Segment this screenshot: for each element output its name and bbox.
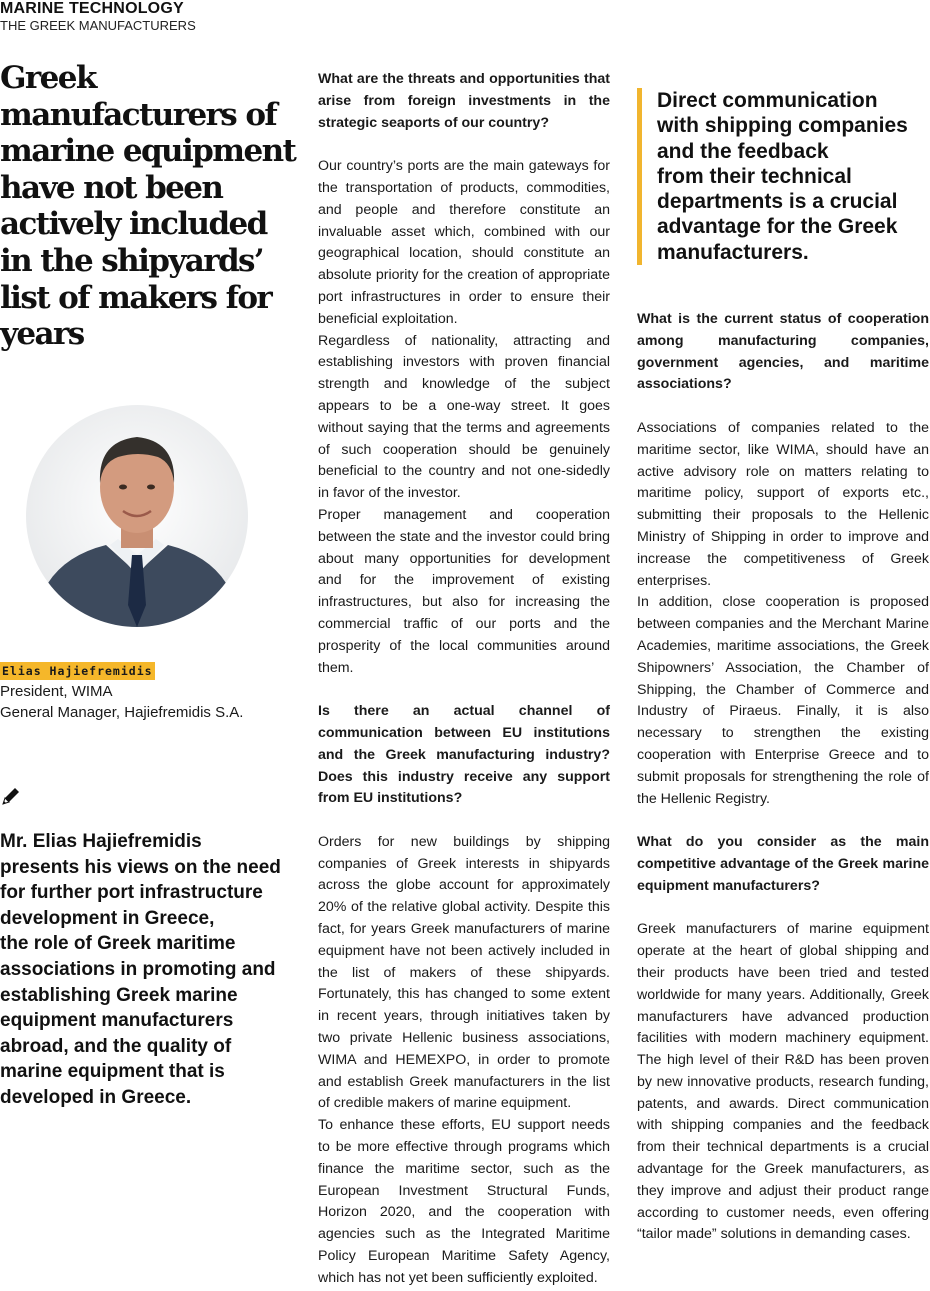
section-title: MARINE TECHNOLOGY bbox=[0, 0, 184, 17]
answer-paragraph: Our country’s ports are the main gateways for the transportation of products, commodities, and people and therefore constitute an invaluable asset which, combined with our geographical location, should constitute an absolute priority for the creation of appropriate port infrastructures in order to ensure their beneficial exploitation. bbox=[318, 158, 610, 327]
pull-quote-line: and the feedback bbox=[657, 139, 829, 163]
article-headline bbox=[0, 60, 300, 353]
question-heading: What do you consider as the main competitive advantage of the Greek marine equipment manufacturers? bbox=[637, 834, 929, 894]
pull-quote-line: advantage for the Greek bbox=[657, 215, 898, 239]
pull-quote-line: Direct communication bbox=[657, 89, 878, 112]
author-role: President, WIMA bbox=[0, 683, 113, 700]
intro-line: abroad, and the quality of bbox=[0, 1035, 232, 1057]
intro-line: developed in Greece. bbox=[0, 1086, 192, 1108]
intro-line: the role of Greek maritime bbox=[0, 933, 236, 955]
question-heading: What is the current status of cooperation among manufacturing companies, government agencies, and maritime associations? bbox=[637, 311, 929, 393]
question-heading: What are the threats and opportunities that arise from foreign investments in the strategic seaports of our country? bbox=[318, 71, 610, 131]
section-header bbox=[0, 0, 300, 35]
intro-line: presents his views on the need bbox=[0, 856, 281, 878]
headline-line: actively included bbox=[0, 206, 267, 243]
intro-line: equipment manufacturers bbox=[0, 1010, 234, 1032]
headline-line: manufacturers of bbox=[0, 96, 277, 133]
article-column-2 bbox=[318, 69, 610, 1290]
author-portrait bbox=[26, 405, 248, 627]
answer-paragraph: Greek manufacturers of marine equipment operate at the heart of global shipping and their products have been tried and tested worldwide for many years. Additionally, Greek manufacturers have advanced production facilities with modern machinery equipment. The high level of their R&D has been proven by new innovative products, research funding, patents, and awards. Direct communication with shipping companies and the feedback from their technical departments is a crucial advantage for the Greek manufacturers, as they improve and adjust their product range according to customer needs, even offering “tailor made” solutions in demanding cases. bbox=[637, 921, 929, 1243]
answer-paragraph: To enhance these efforts, EU support needs to be more effective through programs which finance the maritime sector, such as the European Investment Structural Funds, Horizon 2020, and the cooperation with agencies such as the Integrated Maritime Policy European Maritime Safety Agency, which has not yet been sufficiently exploited. bbox=[318, 1117, 610, 1286]
headline-line: marine equipment bbox=[0, 133, 296, 170]
headline-line: years bbox=[0, 316, 84, 353]
pull-quote bbox=[637, 88, 930, 265]
author-name: Elias Hajiefremidis bbox=[2, 664, 153, 678]
intro-line: for further port infrastructure bbox=[0, 882, 263, 904]
intro-line: development in Greece, bbox=[0, 907, 215, 929]
pencil-icon bbox=[0, 785, 22, 807]
author-role: General Manager, Hajiefremidis S.A. bbox=[0, 704, 244, 721]
question-heading: Is there an actual channel of communication between EU institutions and the Greek manufacturing industry? Does this industry receive any support from EU institutions? bbox=[318, 703, 610, 807]
pull-quote-line: from their technical bbox=[657, 164, 852, 188]
intro-line: establishing Greek marine bbox=[0, 984, 238, 1006]
author-byline bbox=[0, 660, 300, 723]
pull-quote-line: with shipping companies bbox=[657, 114, 908, 138]
intro-line: associations in promoting and bbox=[0, 958, 276, 980]
intro-line: marine equipment that is bbox=[0, 1061, 225, 1083]
intro-line: Mr. Elias Hajiefremidis bbox=[0, 831, 202, 852]
answer-paragraph: In addition, close cooperation is proposed between companies and the Merchant Marine Academies, maritime associations, the Greek Shipowners’ Association, the Chamber of Shipping, the Chamber of Commerce and Industry of Piraeus. Finally, it is also necessary to strengthen the existing cooperation with Enterprise Greece and to submit proposals for strengthening the role of the Hellenic Registry. bbox=[637, 594, 929, 807]
section-subtitle: THE GREEK MANUFACTURERS bbox=[0, 18, 196, 33]
answer-paragraph: Associations of companies related to the maritime sector, like WIMA, should have an active advisory role on matters relating to maritime policy, support of exports etc., submitting their proposals to the Hellenic Ministry of Shipping in order to improve and increase the competitiveness of Greek enterprises. bbox=[637, 419, 929, 589]
answer-paragraph: Proper management and cooperation between the state and the investor could bring about many opportunities for development and for the improvement of existing infrastructures, but also for increasing the commercial traffic of our ports and the prosperity of the local communities around them. bbox=[318, 506, 610, 676]
headline-line: have not been bbox=[0, 169, 223, 206]
article-intro bbox=[0, 829, 300, 1111]
headline-line: in the shipyards’ bbox=[0, 242, 264, 279]
answer-paragraph: Orders for new buildings by shipping companies of Greek interests in shipyards across the globe account for approximately 20% of the relative global activity. Despite this fact, for years Greek manufacturers of marine equipment have not been actively included in the list of makers of these shipyards. Fortunately, this has changed to some extent in recent years, through initiatives taken by two private Hellenic business associations, WIMA and HEMEXPO, in order to promote and establish Greek manufacturers in the list of credible makers of marine equipment. bbox=[318, 833, 610, 1112]
answer-paragraph: Regardless of nationality, attracting and establishing investors with proven financial strength and knowledge of the subject appears to be a one-way street. It goes without saying that the terms and agreements of such cooperation should be genuinely beneficial to the country and not one-sidedly in favor of the investor. bbox=[318, 332, 610, 502]
pull-quote-line: manufacturers. bbox=[657, 240, 809, 264]
pull-quote-line: departments is a crucial bbox=[657, 190, 898, 214]
headline-line: Greek bbox=[0, 60, 96, 96]
headline-line: list of makers for bbox=[0, 279, 272, 316]
article-column-3 bbox=[637, 309, 929, 1246]
